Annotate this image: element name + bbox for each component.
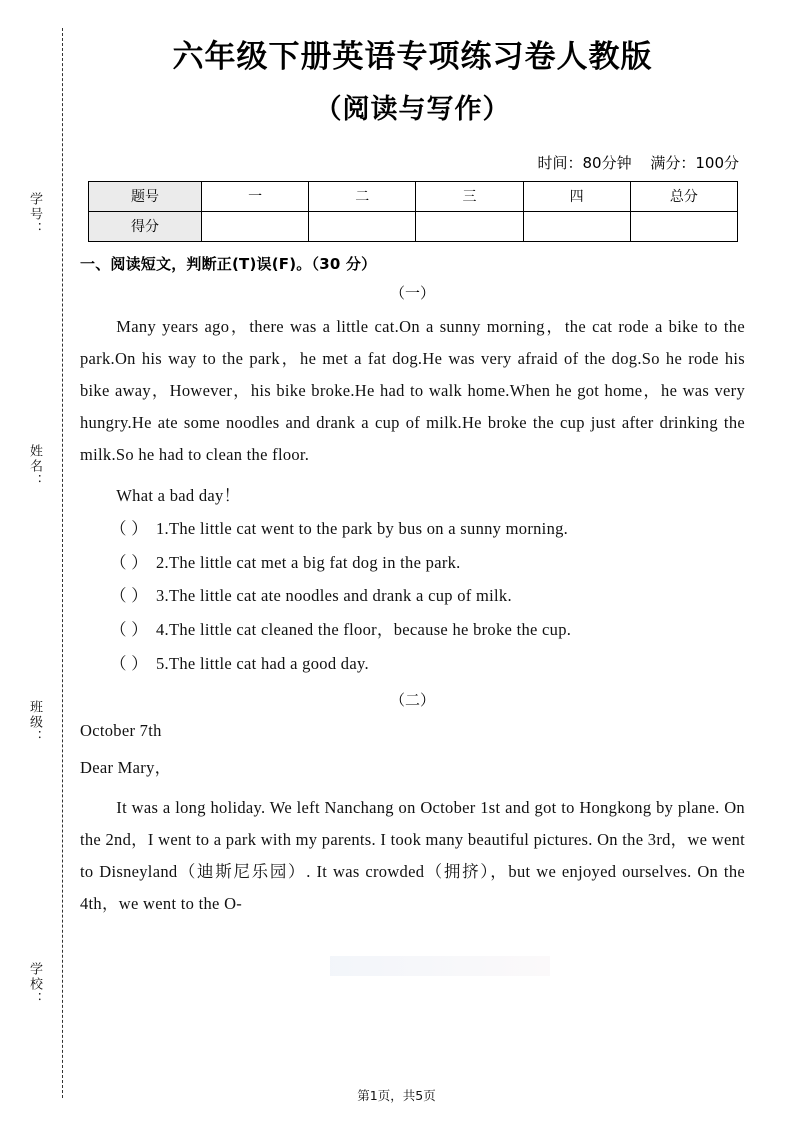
score-table-col-total: 总分 <box>630 181 737 211</box>
answer-blank-3[interactable]: （ ） <box>110 586 149 606</box>
passage-one-closing: What a bad day！ <box>116 485 241 505</box>
score-cell-1[interactable] <box>202 211 309 241</box>
table-row-question-numbers <box>89 181 738 211</box>
margin-label-class: 班级： <box>27 700 42 745</box>
answer-blank-2[interactable]: （ ） <box>110 552 149 572</box>
watermark-band <box>330 956 550 976</box>
exam-meta <box>80 152 745 173</box>
list-item <box>80 512 745 546</box>
fold-dashed-line <box>62 28 63 1098</box>
tf-question-text-4: 4.The little cat cleaned the floor，because he broke the cup. <box>156 620 572 640</box>
score-table-row-label-score: 得分 <box>89 211 202 241</box>
answer-blank-4[interactable]: （ ） <box>110 620 149 640</box>
score-table-col-1: 一 <box>202 181 309 211</box>
letter-date: October 7th <box>80 720 162 740</box>
letter-body: It was a long holiday. We left Nanchang on October 1st and got to Hongkong by plane. On the 2nd，I went to a park with my parents. I took many beautiful pictures. On the 3rd，we went to Disneyland（迪斯尼乐园）. It was crowded（拥挤），but we enjoyed ourselves. On the 4th，we went to the O- <box>80 797 745 914</box>
tf-question-text-3: 3.The little cat ate noodles and drank a cup of milk. <box>156 586 512 606</box>
margin-label-school: 学校： <box>27 962 42 1007</box>
tf-question-text-2: 2.The little cat met a big fat dog in the park. <box>156 552 461 572</box>
letter-salutation: Dear Mary， <box>80 757 172 777</box>
main-content <box>80 0 745 921</box>
passage-one-body: Many years ago，there was a little cat.On a sunny morning，the cat rode a bike to the park.On his way to the park，he met a fat dog.He was very afraid of the dog.So he rode his bike away，However，his bike broke.He had to walk home.When he got home，he was very hungry.He ate some noodles and drank a cup of milk.He broke the cup just after drinking the milk.So he had to clean the floor. <box>80 316 745 465</box>
tf-question-text-1: 1.The little cat went to the park by bus on a sunny morning. <box>156 518 569 538</box>
page-footer: 第1页，共5页 <box>357 1088 436 1103</box>
exam-time: 时间：80分钟 <box>537 153 632 172</box>
score-table-col-2: 二 <box>309 181 416 211</box>
section-heading-1: 一、阅读短文，判断正(T)误(F)。（30 分） <box>80 254 377 273</box>
score-cell-4[interactable] <box>523 211 630 241</box>
page-title: 六年级下册英语专项练习卷人教版 <box>172 39 653 75</box>
list-item <box>80 613 745 647</box>
margin-label-student-id: 学号： <box>27 192 42 237</box>
left-margin-strip <box>0 0 78 1122</box>
passage-label-two: （二） <box>389 690 435 709</box>
passage-label-one: （一） <box>389 283 435 302</box>
score-table-col-4: 四 <box>523 181 630 211</box>
score-table-row-label-question: 题号 <box>89 181 202 211</box>
answer-blank-1[interactable]: （ ） <box>110 518 149 538</box>
margin-label-name: 姓名： <box>27 444 42 489</box>
score-cell-2[interactable] <box>309 211 416 241</box>
table-row-scores <box>89 211 738 241</box>
exam-total-score: 满分：100分 <box>650 153 739 172</box>
list-item <box>80 647 745 681</box>
score-table-col-3: 三 <box>416 181 523 211</box>
answer-blank-5[interactable]: （ ） <box>110 654 149 674</box>
page-subtitle: （阅读与写作） <box>314 93 511 125</box>
list-item <box>80 579 745 613</box>
tf-question-text-5: 5.The little cat had a good day. <box>156 654 369 674</box>
score-table <box>88 181 738 242</box>
score-cell-3[interactable] <box>416 211 523 241</box>
score-cell-total[interactable] <box>630 211 737 241</box>
list-item <box>80 546 745 580</box>
